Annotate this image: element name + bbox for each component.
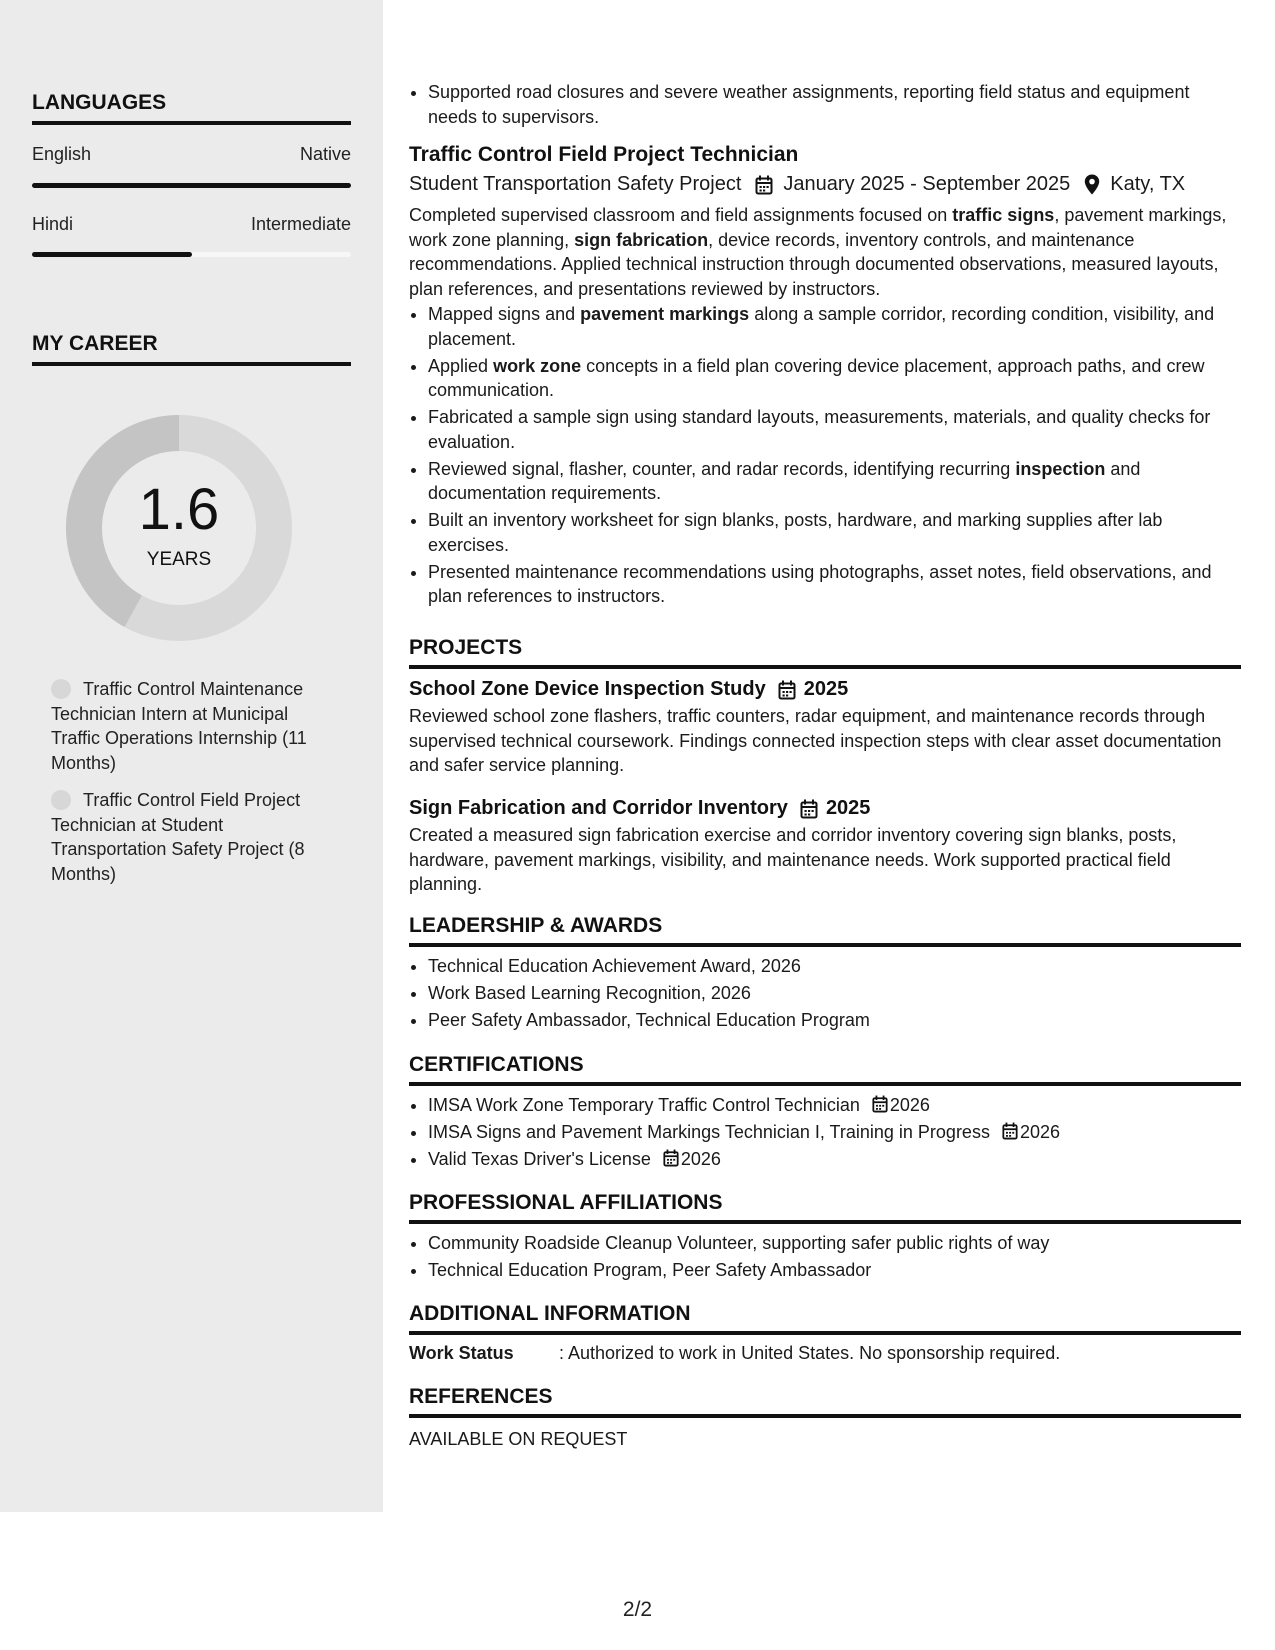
language-name: Hindi [32,214,74,234]
list-item [428,354,1241,403]
summary-text: , pavement markings, work zone planning, [409,205,1227,250]
carryover-bullets [409,80,1241,131]
legend-dot-icon [51,679,71,699]
legend-dot-icon [51,790,71,810]
job-company: Student Transportation Safety Project [409,173,742,195]
project-title-row [409,797,1241,820]
certification-year: 2026 [889,1095,930,1115]
bullet-text: Mapped signs and [428,304,581,324]
project-name: School Zone Device Inspection Study [409,678,766,700]
affiliations-heading: PROFESSIONAL AFFILIATIONS [409,1191,1241,1224]
summary-keyword: traffic signs [952,205,1055,225]
languages-heading: LANGUAGES [32,91,351,125]
calendar-icon [778,680,796,700]
project-description: Created a measured sign fabrication exercise and corridor inventory covering sign blanks, posts, hardware, pavement markings, visibility, and maintenance needs. Work supported practical field planning. [409,825,1177,894]
bullet-keyword: inspection [1015,458,1106,479]
bullet-text: concepts in a field plan covering device placement, approach paths, and crew communication. [428,355,1205,401]
career-legend-item [51,677,341,775]
work-status-row [409,1343,1241,1364]
certification-year: 2026 [1019,1122,1060,1143]
bullet-text: and documentation requirements. [428,458,1141,504]
calendar-icon [755,175,773,195]
career-years-label: YEARS [146,549,212,570]
bullet-text: Applied [428,355,494,376]
list-item: • Fabricated a sample sign using standard layouts, measurements, materials, and quality checks for evaluation. [428,405,1241,454]
calendar-icon [872,1095,888,1113]
job-dates: January 2025 - September 2025 [783,173,1071,195]
summary-text: Completed supervised classroom and field assignments focused on [409,205,953,225]
career-legend-text: Traffic Control Maintenance Technician Intern at Municipal Traffic Operations Internship (11 Months) [51,679,307,773]
list-item [428,1120,1241,1145]
language-level: Intermediate [250,214,351,234]
calendar-icon [800,799,818,819]
references-heading: REFERENCES [409,1385,1241,1418]
certification-year: 2026 [680,1149,721,1170]
career-heading: MY CAREER [32,332,351,366]
location-pin-icon [1084,174,1100,195]
sidebar [0,0,383,1512]
job-summary [409,203,1241,301]
bullet-keyword: pavement markings [580,304,750,324]
career-legend-text: Traffic Control Field Project Technician at Student Transportation Safety Project (8 Months) [51,790,305,884]
language-proficiency-fill [32,252,192,257]
bullet-text: Reviewed signal, flasher, counter, and radar records, identifying recurring [428,458,1016,479]
list-item: • Presented maintenance recommendations using photographs, asset notes, field observations, and plan references to instructors. [428,560,1241,609]
language-proficiency-fill [32,183,351,188]
list-item [428,1093,1241,1118]
language-row [32,144,351,165]
certification-name: IMSA Work Zone Temporary Traffic Control Technician [428,1095,860,1115]
job-meta [409,173,1241,196]
job-entry [409,143,1241,612]
list-item [428,457,1241,506]
certifications-heading: CERTIFICATIONS [409,1053,1241,1086]
summary-keyword: sign fabrication [574,229,709,250]
list-item: • Work Based Learning Recognition, 2026 [428,981,1241,1006]
language-name: English [32,144,92,164]
project-name: Sign Fabrication and Corridor Inventory [409,797,788,819]
summary-text: , device records, inventory controls, and maintenance recommendations. Applied technical instruction through documented observations, measured layouts, plan references, and presentations reviewed by instructors. [409,229,1219,299]
certifications-list [409,1093,1241,1174]
calendar-icon [663,1149,679,1167]
language-level: Native [299,144,351,164]
list-item [428,1147,1241,1172]
leadership-list [409,954,1241,1035]
work-status-value: : Authorized to work in United States. No sponsorship required. [559,1343,1061,1363]
project-title-row [409,678,1241,701]
language-proficiency-bar [32,183,351,188]
career-legend-item [51,788,341,886]
page-number: 2/2 [622,1598,653,1621]
project-description: Reviewed school zone flashers, traffic counters, radar equipment, and maintenance records through supervised technical coursework. Findings connected inspection steps with clear asset documentation and safer service planning. [409,706,1222,775]
bullet-text: along a sample corridor, recording condition, visibility, and placement. [428,304,1215,349]
certification-name: Valid Texas Driver's License [428,1149,651,1170]
additional-info-heading: ADDITIONAL INFORMATION [409,1302,1241,1335]
references-text [409,1427,1241,1452]
job-location: Katy, TX [1110,173,1186,195]
leadership-heading: LEADERSHIP & AWARDS [409,914,1241,947]
list-item [428,302,1241,351]
work-status-label: Work Status [409,1343,514,1363]
list-item: • Peer Safety Ambassador, Technical Education Program [428,1008,1241,1033]
project-year: 2025 [825,797,871,819]
job-title: Traffic Control Field Project Technician [409,143,799,166]
project-year: 2025 [803,678,849,700]
list-item: • Technical Education Achievement Award, 2026 [428,954,1241,979]
list-item: • Supported road closures and severe weather assignments, reporting field status and equipment needs to supervisors. [428,80,1241,129]
calendar-icon [1002,1122,1018,1140]
job-bullets [409,302,1241,609]
certification-name: IMSA Signs and Pavement Markings Technician I, Training in Progress [428,1122,990,1143]
language-row [32,214,351,235]
references-value: AVAILABLE ON REQUEST [409,1429,628,1449]
affiliations-list [409,1231,1241,1285]
list-item: • Built an inventory worksheet for sign blanks, posts, hardware, and marking supplies after lab exercises. [428,508,1241,557]
language-proficiency-bar [32,252,351,257]
project-entry [409,678,1241,778]
list-item: • Community Roadside Cleanup Volunteer, supporting safer public rights of way [428,1231,1241,1256]
career-donut-chart [66,415,292,641]
career-years-value: 1.6 [138,477,220,542]
bullet-keyword: work zone [493,355,582,376]
list-item: • Technical Education Program, Peer Safety Ambassador [428,1258,1241,1283]
project-entry [409,797,1241,897]
projects-heading: PROJECTS [409,636,1241,669]
